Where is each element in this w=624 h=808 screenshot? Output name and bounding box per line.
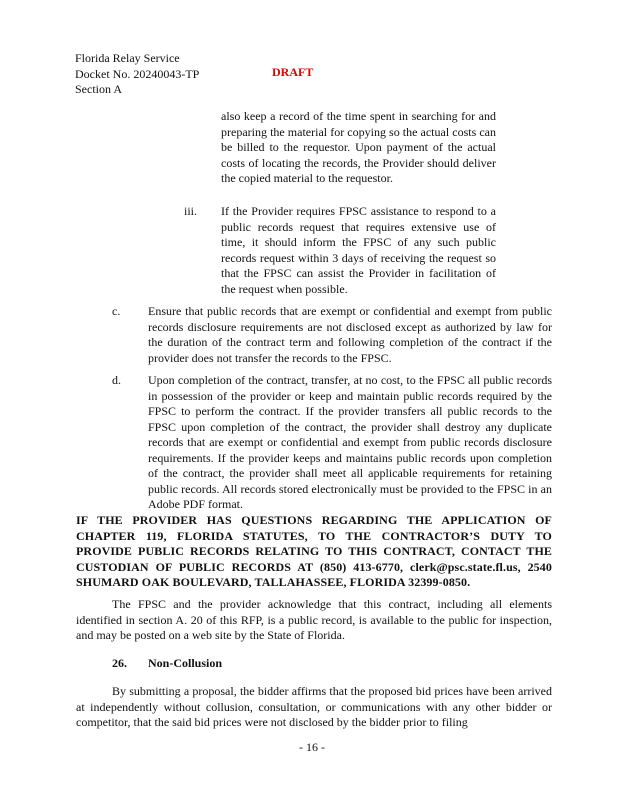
- draft-watermark-label: DRAFT: [272, 65, 314, 79]
- item-c-text: Ensure that public records that are exempt or confidential and exempt from public records disclosure requirements are not disclosed except as authorized by law for the duration of the contract term and following completion of the contract if the provider does not transfer the records to the FPSC.: [148, 304, 552, 365]
- item-d-marker: d.: [112, 373, 121, 387]
- item-iii-marker: iii.: [184, 204, 198, 218]
- continued-paragraph: also keep a record of the time spent in searching for and preparing the material for copying so the actual costs can be billed to the requestor. Upon payment of the actual costs of locating the records, the Provider should deliver the copied material to the requestor.: [221, 109, 496, 185]
- section-number: 26.: [112, 656, 127, 670]
- item-c-marker: c.: [112, 304, 121, 318]
- page-number: - 16 -: [299, 740, 325, 754]
- section-title: Non-Collusion: [148, 656, 223, 670]
- item-iii-text: If the Provider requires FPSC assistance to respond to a public records request that requires extensive use of time, it should inform the FPSC of any such public records request within 3 days of receiving the request so that the FPSC can assist the Provider in facilitation of the request when possible.: [221, 204, 496, 296]
- header-docket-number: Docket No. 20240043-TP: [75, 66, 200, 81]
- item-d-text: Upon completion of the contract, transfer, at no cost, to the FPSC all public records in possession of the provider or keep and maintain public records required by the FPSC to perform the contract. If the provider transfers all public records to the FPSC upon completion of the contract, the provider shall destroy any duplicate records that are exempt or confidential and exempt from public records disclosure requirements. If the provider keeps and maintains public records upon completion of the contract, the provider shall meet all applicable requirements for retaining public records. All records stored electronically must be provided to the FPSC in an Adobe PDF format.: [148, 373, 552, 511]
- header-service-name: Florida Relay Service: [75, 51, 180, 65]
- header-section: Section A: [75, 82, 122, 96]
- public-records-notice: IF THE PROVIDER HAS QUESTIONS REGARDING THE APPLICATION OF CHAPTER 119, FLORIDA STATUTES, TO THE CONTRACTOR’S DUTY TO PROVIDE PUBLIC RECORDS RELATING TO THIS CONTRACT, CONTACT THE CUSTODIAN OF PUBLIC RECORDS AT (850) 413-6770, clerk@psc.state.fl.us, 2540 SHUMARD OAK BOULEVARD, TALLAHASSEE, FLORIDA 32399-0850.: [76, 513, 552, 589]
- non-collusion-paragraph: By submitting a proposal, the bidder affirms that the proposed bid prices have been arrived at independently without collusion, consultation, or communications with any other bidder or competitor, that the said bid prices were not disclosed by the bidder prior to filing: [76, 684, 552, 729]
- acknowledgement-paragraph: The FPSC and the provider acknowledge that this contract, including all elements identified in section A. 20 of this RFP, is a public record, is available to the public for inspection, and may be posted on a web site by the State of Florida.: [76, 597, 552, 642]
- document-header: [75, 51, 199, 98]
